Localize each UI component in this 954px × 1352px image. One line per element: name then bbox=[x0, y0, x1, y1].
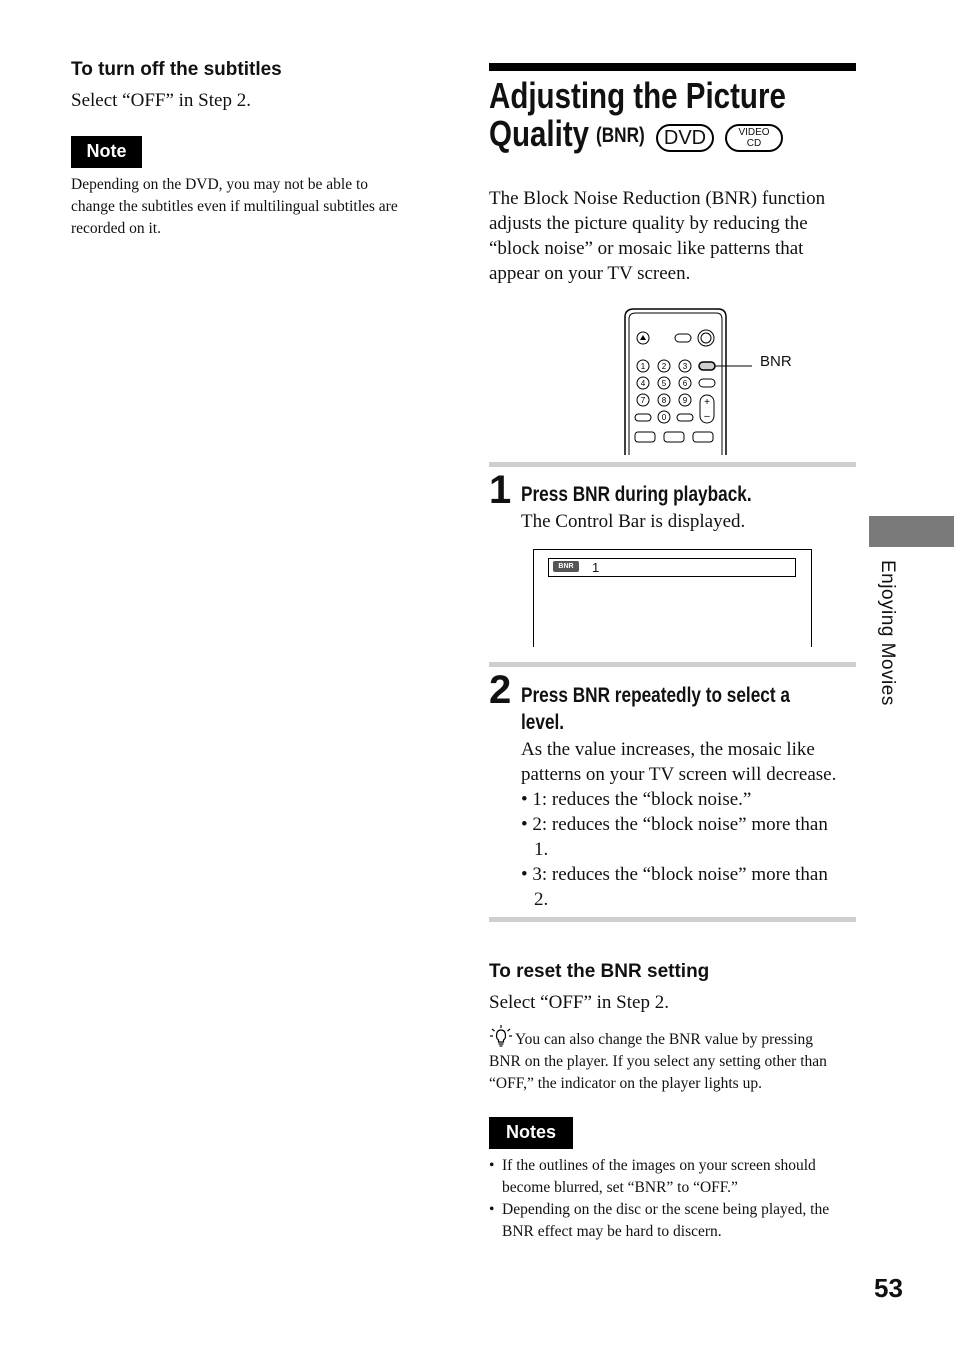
tip-text bbox=[489, 1029, 859, 1095]
intro-line: appear on your TV screen. bbox=[489, 263, 691, 284]
intro-paragraph bbox=[489, 186, 859, 286]
remote-key: 0 bbox=[661, 413, 667, 422]
bnr-callout-label: BNR bbox=[760, 353, 792, 370]
remote-key: 4 bbox=[640, 379, 646, 388]
remote-key: 3 bbox=[682, 362, 688, 371]
remote-control-icon bbox=[620, 305, 760, 457]
title-top-rule bbox=[489, 63, 856, 71]
remote-key: 2 bbox=[661, 362, 667, 371]
remote-key: 6 bbox=[682, 379, 688, 388]
tip-line: You can also change the BNR value by pressing bbox=[515, 1031, 814, 1048]
intro-line: The Block Noise Reduction (BNR) function bbox=[489, 188, 826, 209]
remote-minus: – bbox=[704, 411, 710, 422]
notes-label: Notes bbox=[489, 1117, 573, 1149]
tip-line: BNR on the player. If you select any setting other than bbox=[489, 1053, 827, 1070]
notes-item bbox=[489, 1155, 859, 1199]
video-cd-badge-top: VIDEO bbox=[738, 127, 770, 138]
step2-heading-line: Press BNR repeatedly to select a bbox=[521, 684, 790, 707]
note-line: Depending on the DVD, you may not be able to bbox=[71, 176, 369, 193]
step2-bullet bbox=[521, 812, 861, 862]
note-text bbox=[71, 174, 451, 240]
bullet-icon: • bbox=[489, 1201, 495, 1218]
remote-key: 1 bbox=[640, 362, 646, 371]
step2-line: patterns on your TV screen will decrease. bbox=[521, 764, 837, 785]
video-cd-badge-bottom: CD bbox=[746, 138, 762, 149]
page-title-line2 bbox=[489, 114, 611, 154]
step1-number: 1 bbox=[489, 468, 512, 512]
intro-line: “block noise” or mosaic like patterns that bbox=[489, 238, 804, 259]
control-bar-screen bbox=[533, 549, 812, 647]
step2-top-rule bbox=[489, 662, 856, 667]
remote-key: 5 bbox=[661, 379, 667, 388]
note-line: change the subtitles even if multilingual subtitles are bbox=[71, 198, 398, 215]
notes-list bbox=[489, 1155, 859, 1243]
remote-key: 8 bbox=[661, 396, 667, 405]
notes-line: BNR effect may be hard to discern. bbox=[502, 1223, 722, 1240]
reset-text: Select “OFF” in Step 2. bbox=[489, 992, 669, 1013]
step2-bullet-line: 1. bbox=[534, 839, 549, 860]
step2-bullet-line: • 3: reduces the “block noise” more than bbox=[521, 864, 828, 885]
remote-control-illustration bbox=[620, 305, 760, 457]
note-line: recorded on it. bbox=[71, 220, 161, 237]
step1-text: The Control Bar is displayed. bbox=[521, 511, 746, 532]
step2-line: As the value increases, the mosaic like bbox=[521, 739, 815, 760]
notes-item bbox=[489, 1199, 859, 1243]
step2-bullet-line: 2. bbox=[534, 889, 549, 910]
step2-heading-line: level. bbox=[521, 711, 565, 734]
section-tab bbox=[869, 516, 954, 547]
step1-heading: Press BNR during playback. bbox=[521, 483, 752, 506]
step2-text bbox=[521, 737, 861, 912]
step2-heading bbox=[521, 682, 790, 736]
remote-key: 7 bbox=[640, 396, 646, 405]
control-bar-value: 1 bbox=[592, 560, 600, 575]
notes-line: become blurred, set “BNR” to “OFF.” bbox=[502, 1179, 738, 1196]
step2-bullet-line: • 1: reduces the “block noise.” bbox=[521, 789, 752, 810]
bullet-icon: • bbox=[489, 1157, 495, 1174]
dvd-badge: DVD bbox=[656, 124, 714, 152]
bnr-icon: BNR bbox=[553, 561, 579, 572]
step2-number: 2 bbox=[489, 668, 512, 712]
page-title-quality: Quality bbox=[489, 113, 590, 154]
page-number: 53 bbox=[874, 1273, 903, 1303]
notes-line: If the outlines of the images on your screen should bbox=[502, 1157, 816, 1174]
page-title: Adjusting the Picture bbox=[489, 75, 786, 116]
intro-line: adjusts the picture quality by reducing the bbox=[489, 213, 808, 234]
tip-line: “OFF,” the indicator on the player lights up. bbox=[489, 1075, 762, 1092]
step2-bullet bbox=[521, 787, 861, 812]
notes-line: Depending on the disc or the scene being played, the bbox=[502, 1201, 830, 1218]
step2-bullet bbox=[521, 862, 861, 912]
step2-bullet-line: • 2: reduces the “block noise” more than bbox=[521, 814, 828, 835]
note-label: Note bbox=[71, 136, 142, 168]
remote-plus: + bbox=[704, 397, 710, 408]
reset-heading: To reset the BNR setting bbox=[489, 961, 710, 982]
step2-bottom-rule bbox=[489, 917, 856, 922]
title-suffix: (BNR) bbox=[596, 124, 645, 147]
remote-key: 9 bbox=[682, 396, 688, 405]
section-tab-label: Enjoying Movies bbox=[877, 560, 898, 706]
control-bar bbox=[548, 558, 796, 577]
step1-top-rule bbox=[489, 462, 856, 467]
video-cd-badge bbox=[725, 124, 783, 152]
subtitles-off-heading: To turn off the subtitles bbox=[71, 59, 282, 80]
subtitles-off-text: Select “OFF” in Step 2. bbox=[71, 90, 251, 111]
